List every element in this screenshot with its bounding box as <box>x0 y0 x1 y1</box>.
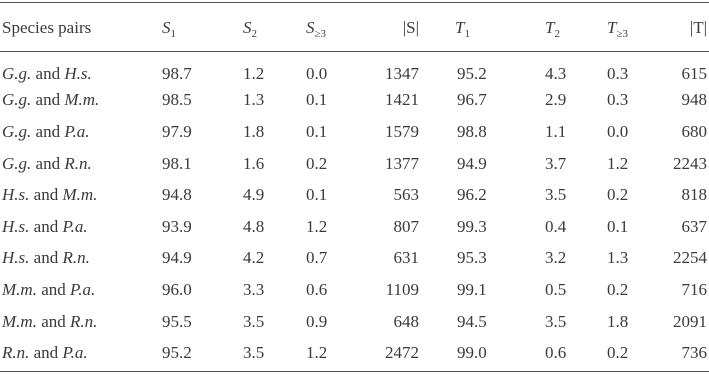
header-s-ge3-label: S <box>306 17 315 37</box>
header-s-ge3 <box>306 0 361 53</box>
cell-species-pair <box>0 243 162 275</box>
cell-s-size: 1579 <box>385 121 419 141</box>
species-b: P.a. <box>62 216 88 236</box>
cell-t-ge3: 0.0 <box>607 121 629 141</box>
cell-t1: 99.0 <box>457 343 487 363</box>
cell-species-pair <box>0 274 162 306</box>
cell-s2: 1.3 <box>243 90 265 110</box>
species-a: G.g. <box>2 63 32 83</box>
header-s1 <box>162 0 243 53</box>
table-row <box>0 243 709 275</box>
cell-s-size: 1421 <box>385 90 419 110</box>
cell-t2: 2.9 <box>545 90 567 110</box>
cell-t-ge3: 1.8 <box>607 311 629 331</box>
header-s-ge3-subscript: ≥3 <box>314 27 327 40</box>
cell-s-ge3: 1.2 <box>306 216 328 236</box>
species-a: G.g. <box>2 121 32 141</box>
cell-t-size: 615 <box>681 63 707 83</box>
cell-species-pair <box>0 53 162 85</box>
cell-s-size: 1109 <box>385 279 419 299</box>
cell-s1: 98.5 <box>162 90 192 110</box>
species-b: P.a. <box>62 343 88 363</box>
species-b: R.n. <box>62 248 90 268</box>
cell-s-size: 1377 <box>385 153 419 173</box>
cell-s-ge3: 0.0 <box>306 63 328 83</box>
species-b: M.m. <box>64 90 100 110</box>
species-b: H.s. <box>64 63 92 83</box>
cell-species-pair <box>0 337 162 369</box>
header-t-size <box>666 0 709 53</box>
cell-t-ge3: 0.3 <box>607 90 629 110</box>
header-t2-label: T <box>545 17 555 37</box>
species-a: H.s. <box>2 216 30 236</box>
header-t2 <box>545 0 607 53</box>
cell-s-ge3: 1.2 <box>306 343 328 363</box>
cell-t2: 3.2 <box>545 248 567 268</box>
cell-t1: 95.3 <box>457 248 487 268</box>
cell-s2: 3.5 <box>243 311 265 331</box>
cell-t-ge3: 0.3 <box>607 63 629 83</box>
pair-connector: and <box>35 90 61 110</box>
cell-t2: 1.1 <box>545 121 567 141</box>
header-s2-label: S <box>243 17 252 37</box>
table-row <box>0 306 709 338</box>
cell-t1: 98.8 <box>457 121 487 141</box>
header-t-ge3-label: T <box>607 17 617 37</box>
table-row <box>0 53 709 85</box>
cell-t1: 94.5 <box>457 311 487 331</box>
pair-connector: and <box>41 311 66 331</box>
header-s-size <box>361 0 419 53</box>
header-t1-label: T <box>455 17 465 37</box>
cell-t1: 99.3 <box>457 216 487 236</box>
cell-t1: 94.9 <box>457 153 487 173</box>
cell-s2: 4.2 <box>243 248 265 268</box>
cell-s-ge3: 0.2 <box>306 153 328 173</box>
cell-t-ge3: 1.3 <box>607 248 629 268</box>
cell-t-size: 680 <box>681 121 707 141</box>
cell-s1: 94.8 <box>162 185 192 205</box>
cell-s2: 1.2 <box>243 63 265 83</box>
cell-t-ge3: 1.2 <box>607 153 629 173</box>
cell-t1: 95.2 <box>457 63 487 83</box>
species-b: R.n. <box>64 153 92 173</box>
cell-s2: 4.8 <box>243 216 265 236</box>
cell-s1: 95.5 <box>162 311 192 331</box>
cell-t-size: 736 <box>681 343 707 363</box>
cell-t-size: 2254 <box>673 248 707 268</box>
cell-t-ge3: 0.2 <box>607 343 629 363</box>
header-t-size-label: |T| <box>689 17 707 37</box>
header-row <box>0 0 709 53</box>
pair-connector: and <box>35 121 61 141</box>
pair-connector: and <box>35 153 61 173</box>
species-b: R.n. <box>70 311 98 331</box>
table-row <box>0 148 709 180</box>
cell-t2: 3.5 <box>545 311 567 331</box>
species-b: P.a. <box>64 121 90 141</box>
header-t1 <box>419 0 545 53</box>
table-row <box>0 274 709 306</box>
pair-connector: and <box>33 216 59 236</box>
table-row <box>0 116 709 148</box>
cell-t-size: 2243 <box>673 153 707 173</box>
cell-t-ge3: 0.2 <box>607 279 629 299</box>
cell-s-size: 648 <box>393 311 419 331</box>
header-t-ge3 <box>607 0 666 53</box>
header-s-size-label: |S| <box>402 17 419 37</box>
cell-t-size: 818 <box>681 185 707 205</box>
cell-s-ge3: 0.1 <box>306 121 328 141</box>
header-t1-subscript: 1 <box>464 27 470 40</box>
cell-t2: 0.6 <box>545 343 567 363</box>
table-row <box>0 179 709 211</box>
cell-species-pair <box>0 179 162 211</box>
cell-t2: 0.4 <box>545 216 567 236</box>
cell-s-ge3: 0.6 <box>306 279 328 299</box>
cell-t-size: 2091 <box>673 311 707 331</box>
species-a: H.s. <box>2 248 30 268</box>
cell-species-pair <box>0 306 162 338</box>
header-t-ge3-subscript: ≥3 <box>616 27 629 40</box>
pair-connector: and <box>41 279 66 299</box>
cell-s-ge3: 0.1 <box>306 90 328 110</box>
cell-s2: 3.3 <box>243 279 265 299</box>
cell-t-ge3: 0.1 <box>607 216 629 236</box>
table-row <box>0 211 709 243</box>
cell-s1: 93.9 <box>162 216 192 236</box>
species-a: M.m. <box>2 279 37 299</box>
cell-s2: 3.5 <box>243 343 265 363</box>
pair-connector: and <box>33 185 59 205</box>
species-a: M.m. <box>2 311 37 331</box>
species-b: M.m. <box>62 185 98 205</box>
bottom-rule <box>0 371 709 372</box>
header-s1-subscript: 1 <box>170 27 176 40</box>
cell-s-size: 563 <box>393 185 419 205</box>
cell-s2: 4.9 <box>243 185 265 205</box>
cell-s2: 1.6 <box>243 153 265 173</box>
species-a: R.n. <box>2 343 30 363</box>
cell-species-pair <box>0 116 162 148</box>
header-t2-subscript: 2 <box>554 27 560 40</box>
cell-t2: 0.5 <box>545 279 567 299</box>
cell-s-size: 2472 <box>385 343 419 363</box>
cell-t2: 3.5 <box>545 185 567 205</box>
cell-t2: 3.7 <box>545 153 567 173</box>
table-row <box>0 85 709 117</box>
cell-t1: 99.1 <box>457 279 487 299</box>
species-a: G.g. <box>2 153 32 173</box>
cell-s-size: 807 <box>393 216 419 236</box>
table-row <box>0 337 709 369</box>
cell-s1: 97.9 <box>162 121 192 141</box>
cell-t-ge3: 0.2 <box>607 185 629 205</box>
pair-connector: and <box>35 63 61 83</box>
cell-t1: 96.2 <box>457 185 487 205</box>
species-b: P.a. <box>70 279 96 299</box>
cell-species-pair <box>0 148 162 180</box>
cell-s-ge3: 0.9 <box>306 311 328 331</box>
species-a: H.s. <box>2 185 30 205</box>
header-s2-subscript: 2 <box>251 27 257 40</box>
cell-t1: 96.7 <box>457 90 487 110</box>
pair-connector: and <box>33 248 59 268</box>
cell-t-size: 637 <box>681 216 707 236</box>
cell-s1: 98.1 <box>162 153 192 173</box>
header-species-pairs-label: Species pairs <box>2 17 92 37</box>
cell-s1: 94.9 <box>162 248 192 268</box>
pair-connector: and <box>33 343 59 363</box>
cell-s1: 98.7 <box>162 63 192 83</box>
cell-s-ge3: 0.7 <box>306 248 328 268</box>
cell-s-ge3: 0.1 <box>306 185 328 205</box>
header-species-pairs <box>0 0 162 53</box>
cell-species-pair <box>0 85 162 117</box>
cell-s-size: 1347 <box>385 63 419 83</box>
cell-s1: 95.2 <box>162 343 192 363</box>
cell-t-size: 948 <box>681 90 707 110</box>
cell-s-size: 631 <box>393 248 419 268</box>
cell-s2: 1.8 <box>243 121 265 141</box>
cell-species-pair <box>0 211 162 243</box>
header-s1-label: S <box>162 17 171 37</box>
cell-t2: 4.3 <box>545 63 567 83</box>
cell-t-size: 716 <box>681 279 707 299</box>
species-a: G.g. <box>2 90 32 110</box>
header-s2 <box>243 0 306 53</box>
cell-s1: 96.0 <box>162 279 192 299</box>
